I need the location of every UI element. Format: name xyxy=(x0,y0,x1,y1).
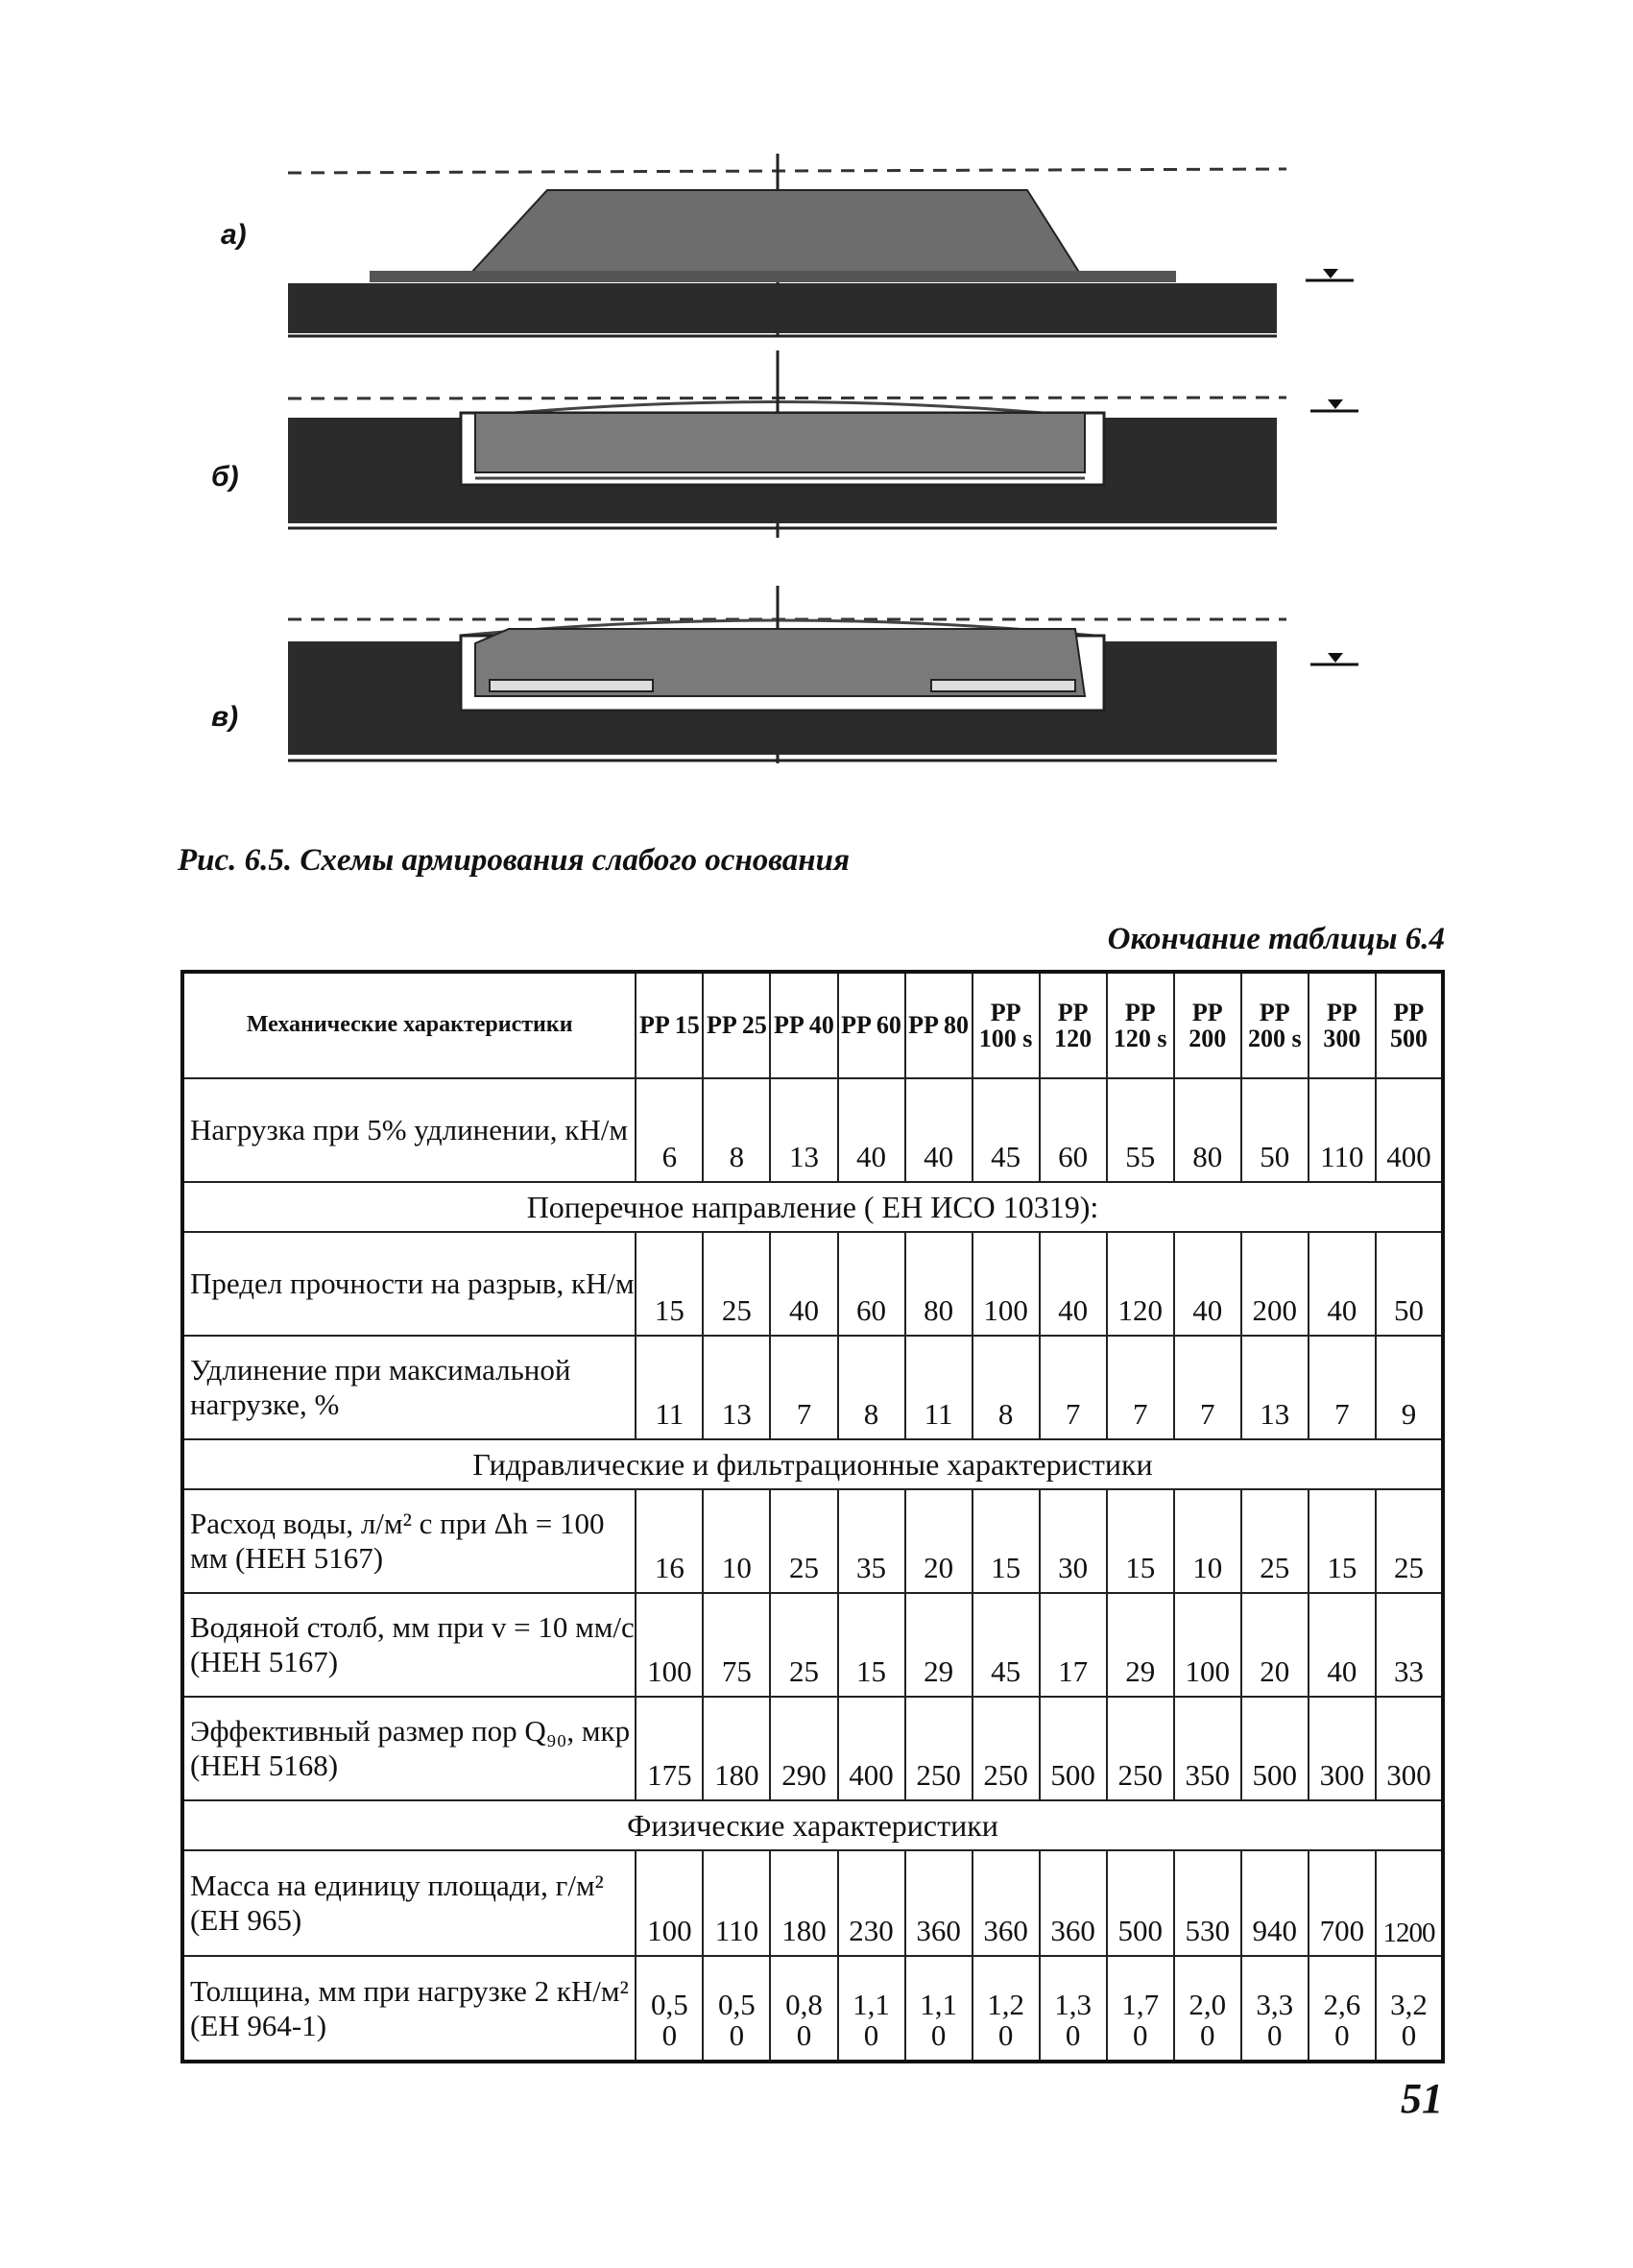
value-cell: 100 xyxy=(1174,1593,1241,1697)
value-cell: 33 xyxy=(1376,1593,1443,1697)
page-number: 51 xyxy=(1401,2075,1443,2122)
header-col: PP 120 xyxy=(1040,972,1107,1078)
value-cell: 17 xyxy=(1040,1593,1107,1697)
header-col: PP 500 xyxy=(1376,972,1443,1078)
property-label: Водяной столб, мм при v = 10 мм/с (НЕН 5167) xyxy=(182,1593,636,1697)
property-label: Эффективный размер пор Q₉₀, мкр (НЕН 5168) xyxy=(182,1697,636,1800)
value-cell: 7 xyxy=(1174,1336,1241,1439)
value-cell: 25 xyxy=(770,1489,837,1593)
section-row xyxy=(182,1439,1443,1489)
section-row xyxy=(182,1182,1443,1232)
value-cell: 15 xyxy=(973,1489,1040,1593)
header-col: PP 40 xyxy=(770,972,837,1078)
header-col: PP 25 xyxy=(703,972,770,1078)
value-cell: 0,8 0 xyxy=(770,1956,837,2062)
value-cell: 1200 xyxy=(1376,1850,1443,1956)
value-cell: 1,3 0 xyxy=(1040,1956,1107,2062)
value-cell: 15 xyxy=(838,1593,905,1697)
value-cell: 13 xyxy=(1241,1336,1309,1439)
value-cell: 45 xyxy=(973,1593,1040,1697)
table-row xyxy=(182,1593,1443,1697)
header-col: PP 200 xyxy=(1174,972,1241,1078)
value-cell: 50 xyxy=(1376,1232,1443,1336)
value-cell: 25 xyxy=(703,1232,770,1336)
table-header-row xyxy=(182,972,1443,1078)
value-cell: 530 xyxy=(1174,1850,1241,1956)
value-cell: 80 xyxy=(1174,1078,1241,1182)
value-cell: 360 xyxy=(1040,1850,1107,1956)
header-col: PP 120 s xyxy=(1107,972,1174,1078)
value-cell: 16 xyxy=(636,1489,703,1593)
value-cell: 100 xyxy=(636,1593,703,1697)
value-cell: 40 xyxy=(1174,1232,1241,1336)
value-cell: 2,0 0 xyxy=(1174,1956,1241,2062)
header-col: PP 300 xyxy=(1309,972,1376,1078)
table-row xyxy=(182,1078,1443,1182)
property-label: Нагрузка при 5% удлинении, кН/м xyxy=(182,1078,636,1182)
header-col: PP 80 xyxy=(905,972,973,1078)
property-label: Удлинение при максимальной нагрузке, % xyxy=(182,1336,636,1439)
value-cell: 360 xyxy=(973,1850,1040,1956)
value-cell: 8 xyxy=(973,1336,1040,1439)
value-cell: 2,6 0 xyxy=(1309,1956,1376,2062)
value-cell: 290 xyxy=(770,1697,837,1800)
header-col: PP 60 xyxy=(838,972,905,1078)
value-cell: 60 xyxy=(1040,1078,1107,1182)
section-title: Поперечное направление ( ЕН ИСО 10319): xyxy=(182,1182,1443,1232)
value-cell: 40 xyxy=(1309,1593,1376,1697)
value-cell: 0,5 0 xyxy=(703,1956,770,2062)
value-cell: 7 xyxy=(770,1336,837,1439)
value-cell: 40 xyxy=(770,1232,837,1336)
value-cell: 20 xyxy=(1241,1593,1309,1697)
value-cell: 230 xyxy=(838,1850,905,1956)
value-cell: 15 xyxy=(1309,1489,1376,1593)
value-cell: 120 xyxy=(1107,1232,1174,1336)
value-cell: 500 xyxy=(1040,1697,1107,1800)
table-row xyxy=(182,1850,1443,1956)
value-cell: 175 xyxy=(636,1697,703,1800)
value-cell: 1,2 0 xyxy=(973,1956,1040,2062)
value-cell: 0,5 0 xyxy=(636,1956,703,2062)
value-cell: 35 xyxy=(838,1489,905,1593)
value-cell: 180 xyxy=(770,1850,837,1956)
value-cell: 1,1 0 xyxy=(905,1956,973,2062)
value-cell: 350 xyxy=(1174,1697,1241,1800)
value-cell: 8 xyxy=(838,1336,905,1439)
value-cell: 6 xyxy=(636,1078,703,1182)
value-cell: 8 xyxy=(703,1078,770,1182)
value-cell: 200 xyxy=(1241,1232,1309,1336)
figure-caption: Рис. 6.5. Схемы армирования слабого основания xyxy=(178,843,850,878)
scheme-c xyxy=(288,586,1358,763)
value-cell: 29 xyxy=(1107,1593,1174,1697)
value-cell: 300 xyxy=(1376,1697,1443,1800)
value-cell: 250 xyxy=(1107,1697,1174,1800)
schemes-drawing xyxy=(230,134,1440,787)
value-cell: 1,7 0 xyxy=(1107,1956,1174,2062)
value-cell: 15 xyxy=(1107,1489,1174,1593)
value-cell: 75 xyxy=(703,1593,770,1697)
header-label: Механические характеристики xyxy=(182,972,636,1078)
value-cell: 9 xyxy=(1376,1336,1443,1439)
value-cell: 25 xyxy=(770,1593,837,1697)
value-cell: 40 xyxy=(838,1078,905,1182)
section-title: Физические характеристики xyxy=(182,1800,1443,1850)
value-cell: 7 xyxy=(1040,1336,1107,1439)
value-cell: 45 xyxy=(973,1078,1040,1182)
value-cell: 10 xyxy=(703,1489,770,1593)
header-col: PP 100 s xyxy=(973,972,1040,1078)
scheme-a xyxy=(288,154,1354,336)
value-cell: 100 xyxy=(636,1850,703,1956)
value-cell: 3,3 0 xyxy=(1241,1956,1309,2062)
value-cell: 100 xyxy=(973,1232,1040,1336)
table-row xyxy=(182,1489,1443,1593)
value-cell: 400 xyxy=(838,1697,905,1800)
value-cell: 60 xyxy=(838,1232,905,1336)
value-cell: 40 xyxy=(905,1078,973,1182)
property-label: Предел прочности на разрыв, кН/м xyxy=(182,1232,636,1336)
scheme-b-label: б) xyxy=(211,461,239,493)
value-cell: 25 xyxy=(1241,1489,1309,1593)
section-row xyxy=(182,1800,1443,1850)
table-row xyxy=(182,1697,1443,1800)
table-row xyxy=(182,1232,1443,1336)
value-cell: 13 xyxy=(703,1336,770,1439)
value-cell: 7 xyxy=(1107,1336,1174,1439)
value-cell: 700 xyxy=(1309,1850,1376,1956)
value-cell: 55 xyxy=(1107,1078,1174,1182)
table-row xyxy=(182,1956,1443,2062)
value-cell: 1,1 0 xyxy=(838,1956,905,2062)
geotextile-properties-table xyxy=(180,970,1445,2063)
water-level-icon xyxy=(1310,399,1358,411)
value-cell: 180 xyxy=(703,1697,770,1800)
table-row xyxy=(182,1336,1443,1439)
value-cell: 15 xyxy=(636,1232,703,1336)
value-cell: 50 xyxy=(1241,1078,1309,1182)
value-cell: 250 xyxy=(905,1697,973,1800)
header-col: PP 15 xyxy=(636,972,703,1078)
value-cell: 400 xyxy=(1376,1078,1443,1182)
scheme-c-label: в) xyxy=(211,701,239,733)
value-cell: 40 xyxy=(1309,1232,1376,1336)
header-col: PP 200 s xyxy=(1241,972,1309,1078)
value-cell: 250 xyxy=(973,1697,1040,1800)
value-cell: 20 xyxy=(905,1489,973,1593)
table-continuation-note: Окончание таблицы 6.4 xyxy=(1107,922,1445,956)
value-cell: 3,2 0 xyxy=(1376,1956,1443,2062)
property-label: Масса на единицу площади, г/м² (ЕН 965) xyxy=(182,1850,636,1956)
value-cell: 11 xyxy=(905,1336,973,1439)
water-level-icon xyxy=(1306,269,1354,280)
value-cell: 10 xyxy=(1174,1489,1241,1593)
value-cell: 80 xyxy=(905,1232,973,1336)
scheme-a-label: а) xyxy=(221,219,247,251)
value-cell: 40 xyxy=(1040,1232,1107,1336)
value-cell: 500 xyxy=(1241,1697,1309,1800)
property-label: Расход воды, л/м² с при Δh = 100 мм (НЕН 5167) xyxy=(182,1489,636,1593)
value-cell: 110 xyxy=(1309,1078,1376,1182)
value-cell: 30 xyxy=(1040,1489,1107,1593)
property-label: Толщина, мм при нагрузке 2 кН/м² (ЕН 964-1) xyxy=(182,1956,636,2062)
value-cell: 500 xyxy=(1107,1850,1174,1956)
table-body xyxy=(182,1078,1443,2062)
scheme-b xyxy=(288,350,1358,538)
value-cell: 360 xyxy=(905,1850,973,1956)
value-cell: 300 xyxy=(1309,1697,1376,1800)
value-cell: 25 xyxy=(1376,1489,1443,1593)
reinforcement-schemes-figure xyxy=(211,134,1440,787)
value-cell: 110 xyxy=(703,1850,770,1956)
value-cell: 13 xyxy=(770,1078,837,1182)
section-title: Гидравлические и фильтрационные характеристики xyxy=(182,1439,1443,1489)
value-cell: 7 xyxy=(1309,1336,1376,1439)
water-level-icon xyxy=(1310,653,1358,664)
value-cell: 11 xyxy=(636,1336,703,1439)
value-cell: 940 xyxy=(1241,1850,1309,1956)
value-cell: 29 xyxy=(905,1593,973,1697)
